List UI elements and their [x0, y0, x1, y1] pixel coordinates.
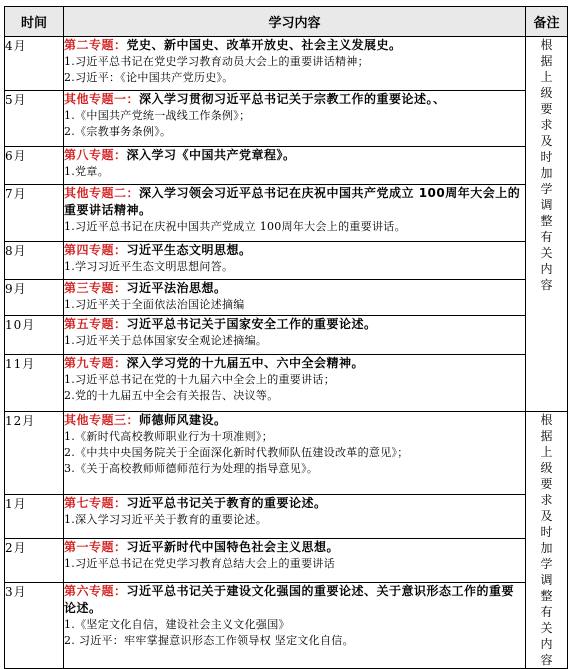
row-month: 8月: [5, 242, 64, 280]
study-item: 1.习近平关于全面依法治国论述摘编: [64, 298, 245, 311]
row-month: 6月: [5, 147, 64, 185]
topic-text: 习近平法治思想。: [126, 281, 227, 295]
topic-title: [64, 185, 525, 219]
topic-label: 第五专题：: [64, 317, 127, 331]
row-content: [64, 280, 526, 316]
topic-title: [64, 495, 525, 512]
study-plan-table: [4, 6, 568, 669]
study-item: 1.学习习近平生态文明思想问答。: [64, 260, 234, 273]
row-content: [64, 494, 526, 538]
topic-text: 党史、新中国史、改革开放史、社会主义发展史。: [126, 38, 402, 52]
topic-title: [64, 583, 525, 617]
row-content: [64, 412, 526, 495]
row-content: [64, 185, 526, 242]
row-month: 12月: [5, 412, 64, 495]
study-item: 1.习近平总书记在庆祝中国共产党成立 100周年大会上的重要讲话。: [64, 220, 406, 233]
topic-text: 习近平新时代中国特色社会主义思想。: [126, 539, 340, 554]
topic-label: 第九专题：: [64, 356, 127, 370]
topic-text: 深入学习《中国共产党章程》。: [126, 148, 296, 162]
topic-title: [64, 37, 525, 54]
topic-label: 第一专题：: [64, 539, 127, 554]
topic-text: 深入学习领会习近平总书记在庆祝中国共产党成立 100周年大会上的重要讲话精神。: [64, 186, 521, 217]
table-row: [5, 412, 568, 495]
row-month: 9月: [5, 280, 64, 316]
topic-text: 习近平总书记关于教育的重要论述。: [126, 495, 327, 510]
study-item: 2.《宗教事务条例》。: [64, 125, 172, 138]
header-month: 时间: [5, 7, 64, 37]
row-month: 4月: [5, 37, 64, 91]
table-row: [5, 147, 568, 185]
row-content: [64, 147, 526, 185]
table-row: [5, 316, 568, 355]
row-content: [64, 538, 526, 582]
study-item: 1.《中国共产党统一战线工作条例》；: [64, 109, 251, 122]
topic-label: 其他专题三：: [64, 413, 140, 427]
row-content: [64, 91, 526, 147]
topic-label: 第四专题：: [64, 243, 127, 257]
note-text: 根据上级要求及时加学调整有关内容: [540, 413, 553, 667]
topic-label: 其他专题一：: [64, 92, 140, 106]
note-text: 根据上级要求及时加学调整有关内容: [540, 38, 553, 292]
study-item: 1.《坚定文化自信，建设社会主义文化强国》: [64, 617, 290, 631]
topic-title: [64, 412, 525, 429]
topic-title: [64, 316, 525, 333]
topic-text: 习近平总书记关于建设文化强国的重要论述、关于意识形态工作的重要论述。: [64, 583, 515, 615]
row-month: 11月: [5, 355, 64, 412]
table-row: [5, 280, 568, 316]
study-item: 1.党章。: [64, 165, 109, 178]
study-item: 2.党的十九届五中全会有关报告、决议等。: [64, 389, 279, 402]
study-item: 1.习近平总书记在党史学习教育总结大会上的重要讲话: [64, 556, 335, 570]
table-row: [5, 242, 568, 280]
table-row: [5, 494, 568, 538]
row-month: 1月: [5, 494, 64, 538]
study-item: 1.习近平关于总体国家安全观论述摘编。: [64, 334, 268, 347]
table-header-row: [5, 7, 568, 37]
note-cell: [526, 37, 568, 412]
topic-label: 第六专题：: [64, 583, 127, 598]
row-month: 10月: [5, 316, 64, 355]
topic-text: 习近平总书记关于国家安全工作的重要论述。: [126, 317, 377, 331]
row-content: [64, 316, 526, 355]
row-month: 3月: [5, 582, 64, 668]
header-note: 备注: [526, 7, 568, 37]
row-content: [64, 242, 526, 280]
study-item: 3.《关于高校教师师德师范行为处理的指导意见》。: [64, 462, 319, 475]
header-content: 学习内容: [64, 7, 526, 37]
row-content: [64, 355, 526, 412]
topic-text: 深入学习党的十九届五中、六中全会精神。: [126, 356, 365, 370]
table-row: [5, 185, 568, 242]
topic-label: 第三专题：: [64, 281, 127, 295]
topic-title: [64, 355, 525, 372]
topic-label: 第二专题：: [64, 38, 127, 52]
table-row: [5, 37, 568, 91]
study-item: 2.习近平：《论中国共产党历史》。: [64, 71, 234, 84]
study-item: 2.《中共中央国务院关于全面深化新时代教师队伍建设改革的意见》；: [64, 446, 409, 459]
topic-text: 习近平生态文明思想。: [126, 243, 252, 257]
topic-title: [64, 539, 525, 556]
topic-label: 第七专题：: [64, 495, 127, 510]
study-item: 1.习近平总书记在党的十九届六中全会上的重要讲话；: [64, 373, 335, 386]
topic-title: [64, 147, 525, 164]
study-item: 1.习近平总书记在党史学习教育动员大会上的重要讲话精神；: [64, 55, 369, 68]
study-item: 2. 习近平：牢牢掌握意识形态工作领导权 坚定文化自信。: [64, 633, 354, 647]
topic-text: 深入学习贯彻习近平总书记关于宗教工作的重要论述。、: [139, 92, 446, 106]
row-month: 5月: [5, 91, 64, 147]
row-month: 7月: [5, 185, 64, 242]
row-month: 2月: [5, 538, 64, 582]
note-cell: [526, 412, 568, 669]
topic-title: [64, 280, 525, 297]
topic-label: 其他专题二：: [64, 186, 140, 200]
topic-title: [64, 242, 525, 259]
table-row: [5, 538, 568, 582]
row-content: [64, 37, 526, 91]
table-row: [5, 91, 568, 147]
topic-label: 第八专题：: [64, 148, 127, 162]
study-item: 1.深入学习习近平关于教育的重要论述。: [64, 512, 268, 526]
topic-title: [64, 91, 525, 108]
table-row: [5, 355, 568, 412]
study-item: 1.《新时代高校教师职业行为十项准则》；: [64, 430, 273, 443]
topic-text: 师德师风建设。: [139, 413, 227, 427]
